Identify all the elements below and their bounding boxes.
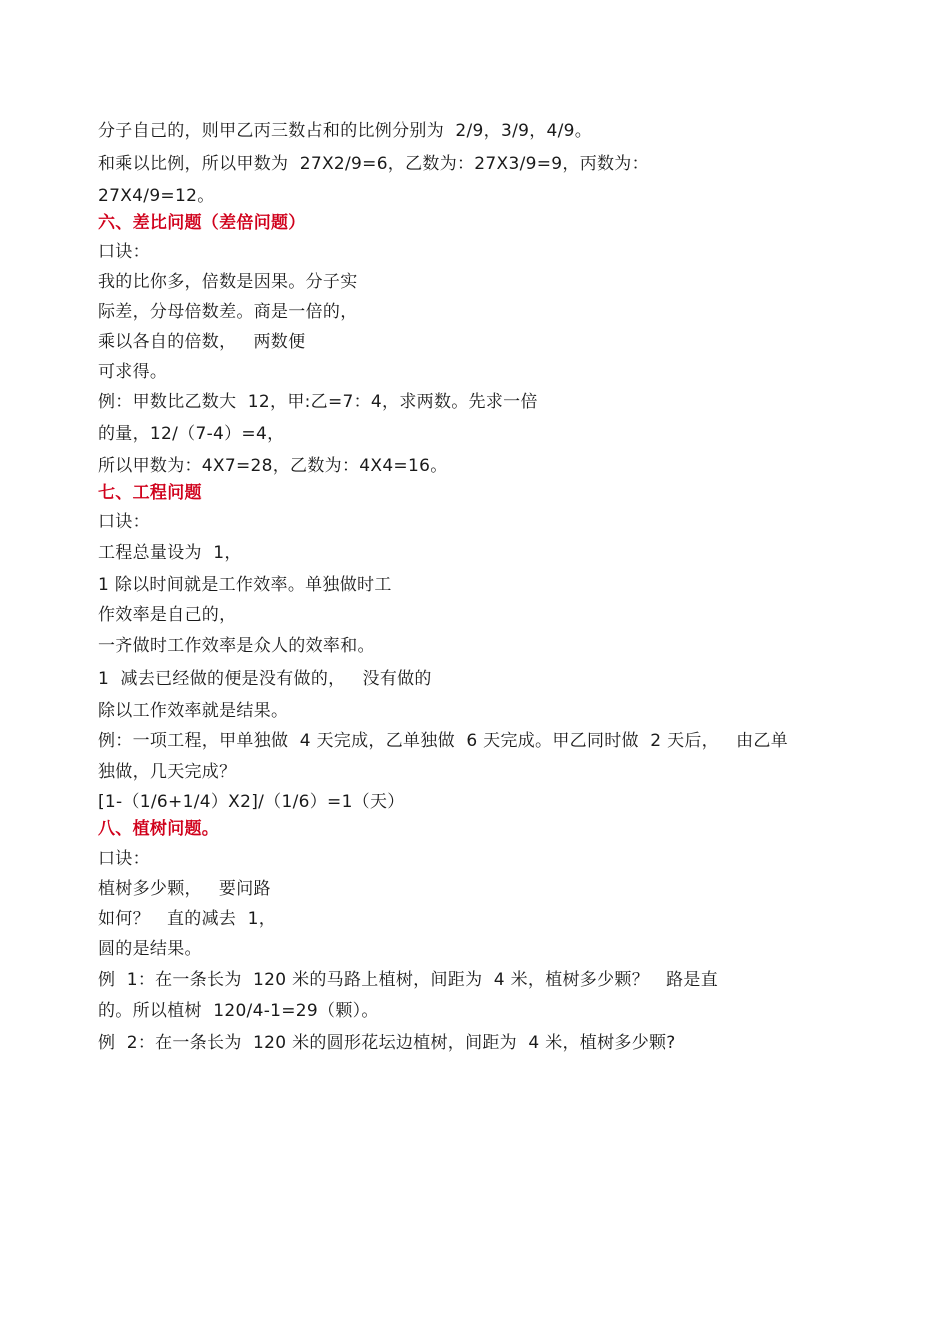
text-line: 和乘以比例，所以甲数为 27X2/9=6，乙数为：27X3/9=9，丙数为： (98, 154, 649, 174)
text-line: 乘以各自的倍数， 两数便 (98, 332, 306, 352)
text-line: 口诀： (98, 849, 150, 869)
text-line: [1-（1/6+1/4）X2]/（1/6）=1（天） (98, 792, 405, 812)
section-heading: 七、工程问题 (98, 483, 202, 503)
section-heading: 六、差比问题（差倍问题） (98, 213, 306, 233)
section-heading: 八、植树问题。 (98, 819, 220, 839)
text-line: 1 减去已经做的便是没有做的， 没有做的 (98, 669, 432, 689)
text-line: 例：一项工程，甲单独做 4 天完成，乙单独做 6 天完成。甲乙同时做 2 天后， 由乙单 (98, 731, 788, 751)
text-line: 例：甲数比乙数大 12，甲:乙=7：4，求两数。先求一倍 (98, 392, 538, 412)
text-line: 例 2：在一条长为 120 米的圆形花坛边植树，间距为 4 米，植树多少颗? (98, 1033, 676, 1053)
text-line: 如何？ 直的减去 1， (98, 909, 277, 929)
text-line: 的量，12/（7-4）=4， (98, 424, 285, 444)
text-line: 除以工作效率就是结果。 (98, 701, 289, 721)
text-line: 际差，分母倍数差。商是一倍的， (98, 302, 358, 322)
text-line: 所以甲数为：4X7=28，乙数为：4X4=16。 (98, 456, 448, 476)
text-line: 圆的是结果。 (98, 939, 202, 959)
text-line: 可求得。 (98, 362, 168, 382)
text-line: 工程总量设为 1， (98, 543, 242, 563)
text-line: 植树多少颗， 要问路 (98, 879, 271, 899)
text-line: 分子自己的，则甲乙丙三数占和的比例分别为 2/9，3/9，4/9。 (98, 121, 593, 141)
text-line: 一齐做时工作效率是众人的效率和。 (98, 636, 375, 656)
text-line: 27X4/9=12。 (98, 186, 215, 206)
text-line: 口诀： (98, 512, 150, 532)
text-line: 口诀： (98, 242, 150, 262)
text-line: 独做，几天完成？ (98, 762, 237, 782)
text-line: 1 除以时间就是工作效率。单独做时工 (98, 575, 392, 595)
text-line: 作效率是自己的， (98, 605, 237, 625)
text-line: 我的比你多，倍数是因果。分子实 (98, 272, 358, 292)
text-line: 例 1：在一条长为 120 米的马路上植树，间距为 4 米，植树多少颗？ 路是直 (98, 970, 719, 990)
text-line: 的。所以植树 120/4-1=29（颗）。 (98, 1001, 379, 1021)
